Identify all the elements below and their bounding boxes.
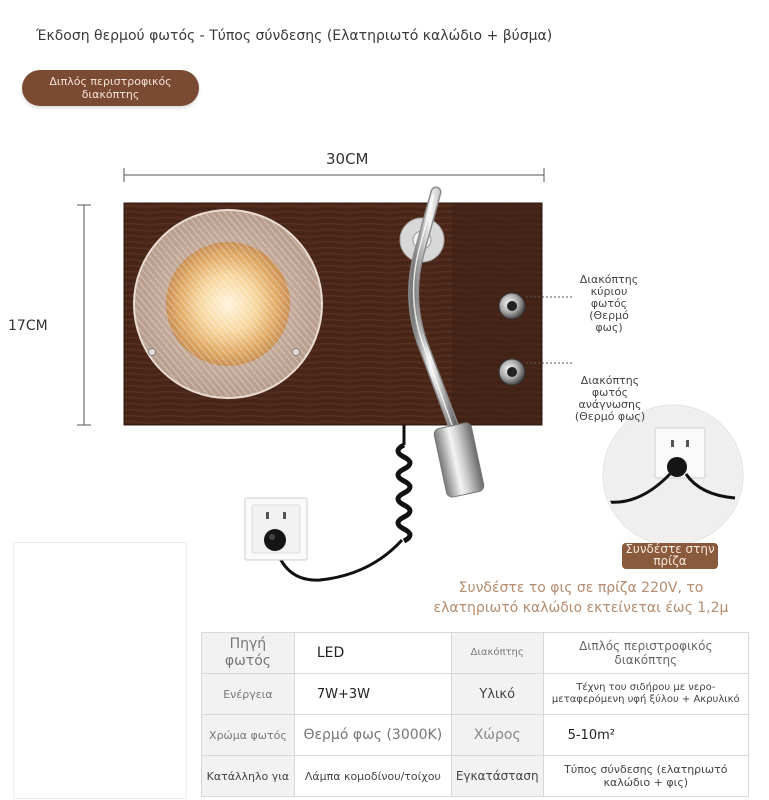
spec-label: Κατάλληλο για bbox=[202, 756, 295, 797]
page-title: Έκδοση θερμού φωτός - Τύπος σύνδεσης (Ελατηριωτό καλώδιο + βύσμα) bbox=[36, 28, 553, 44]
height-label: 17CM bbox=[8, 318, 48, 334]
spec-label: Υλικό bbox=[451, 674, 543, 715]
spec-value: Θερμό φως (3000K) bbox=[294, 715, 451, 756]
power-plug-icon bbox=[264, 529, 286, 551]
main-switch-callout: Διακόπτης κύριου φωτός (Θερμό φως) bbox=[579, 273, 639, 334]
spec-value: 5-10m² bbox=[543, 715, 748, 756]
spec-label: Διακόπτης bbox=[451, 633, 543, 674]
spec-value: 7W+3W bbox=[294, 674, 451, 715]
table-row bbox=[202, 715, 749, 756]
rotary-knob-icon bbox=[499, 359, 525, 385]
blank-panel bbox=[13, 542, 187, 799]
width-dimension-line bbox=[124, 168, 544, 182]
spec-label: Πηγή φωτός bbox=[202, 633, 295, 674]
spec-label: Χρώμα φωτός bbox=[202, 715, 295, 756]
reading-switch-callout: Διακόπτης φωτός ανάγνωσης (Θερμό φως) bbox=[574, 374, 646, 423]
main-light-disc bbox=[134, 210, 322, 398]
spec-value: Διπλός περιστροφικός διακόπτης bbox=[543, 633, 748, 674]
table-row bbox=[202, 756, 749, 797]
feature-pill-label: Διπλός περιστροφικός διακόπτης bbox=[49, 75, 172, 101]
spec-label: Εγκατάσταση bbox=[451, 756, 543, 797]
spec-table bbox=[201, 632, 749, 797]
height-dimension-line bbox=[77, 205, 91, 425]
width-label: 30CM bbox=[326, 150, 369, 168]
spec-value: LED bbox=[294, 633, 451, 674]
plug-in-badge: Συνδέστε στην πρίζα bbox=[622, 543, 718, 569]
connection-caption bbox=[396, 578, 766, 618]
spec-label: Χώρος bbox=[451, 715, 543, 756]
spec-value: Λάμπα κομοδίνου/τοίχου bbox=[294, 756, 451, 797]
caption-line-1: Συνδέστε το φις σε πρίζα 220V, το bbox=[458, 580, 704, 596]
inset-socket-closeup bbox=[603, 405, 743, 545]
spec-value: Τύπος σύνδεσης (ελατηριωτό καλώδιο + φις) bbox=[543, 756, 748, 797]
spec-label: Ενέργεια bbox=[202, 674, 295, 715]
caption-line-2: ελατηριωτό καλώδιο εκτείνεται έως 1,2μ bbox=[433, 600, 729, 616]
rotary-knob-icon bbox=[499, 293, 525, 319]
table-row bbox=[202, 633, 749, 674]
spec-value: Τέχνη του σιδήρου με νερο-μεταφερόμενη υφή ξύλου + Ακρυλικό bbox=[543, 674, 748, 715]
table-row bbox=[202, 674, 749, 715]
